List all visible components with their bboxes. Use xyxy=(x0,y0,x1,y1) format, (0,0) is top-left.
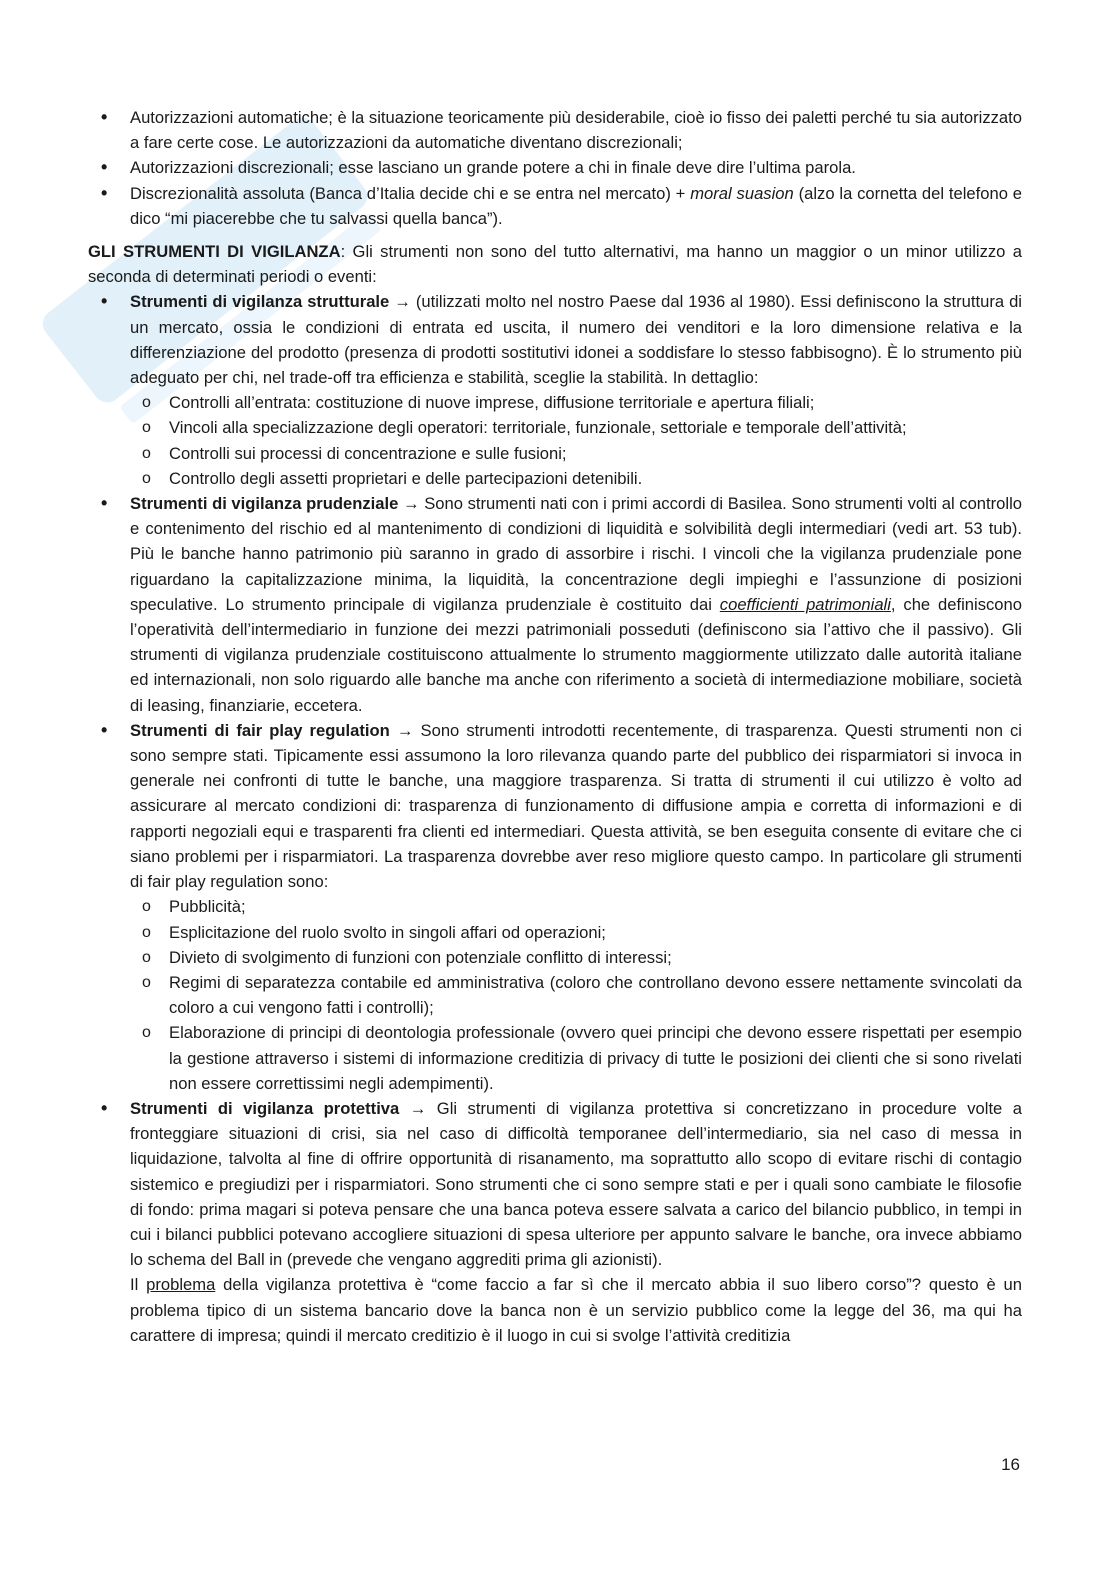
italic-term: moral suasion xyxy=(690,183,794,203)
sub-item: o Esplicitazione del ruolo svolto in singoli affari od operazioni; xyxy=(130,920,1022,945)
section-title: GLI STRUMENTI DI VIGILANZA xyxy=(88,242,341,262)
arrow-right-icon: → xyxy=(402,494,420,514)
arrow-right-icon: → xyxy=(409,1098,427,1118)
arrow-right-icon: → xyxy=(394,292,411,312)
list-item: • Autorizzazioni discrezionali; esse lasciano un grande potere a chi in finale deve dire l’ultima parola. xyxy=(88,155,1022,180)
underlined-term: problema xyxy=(146,1275,216,1295)
document-page xyxy=(88,105,1022,1348)
sub-item: o Elaborazione di principi di deontologia professionale (ovvero quei principi che devono essere rispettati per esempio la gestione attraverso i sistemi di informazione creditizia di privacy di tutte le posizioni dei clienti che si sono rivelati non essere correttissimi negli adempimenti). xyxy=(130,1020,1022,1096)
item-paragraph: Il problema della vigilanza protettiva è “come faccio a far sì che il mercato abbia il suo libero corso”? questo è un problema tipico di un sistema bancario dove la banca non è un servizio pubblico come la legge del 36, ma qui ha carattere di impresa; quindi il mercato creditizio è il luogo in cui si svolge l’attività creditizia xyxy=(130,1275,1022,1345)
sub-list xyxy=(130,894,1022,1096)
sub-item: o Controlli sui processi di concentrazione e sulle fusioni; xyxy=(130,441,1022,466)
sub-item: o Controllo degli assetti proprietari e delle partecipazioni detenibili. xyxy=(130,466,1022,491)
list-item-strutturale: • Strumenti di vigilanza strutturale → (utilizzati molto nel nostro Paese dal 1936 al 1980). Essi definiscono la struttura di un mercato, ossia le condizioni di entrata ed uscita, il numero dei venditori e la loro dimensione relativa e la differenziazione del prodotto (presenza di prodotti sostitutivi idonei a soddisfare lo stesso fabbisogno). È lo strumento più adeguato per chi, nel trade-off tra efficienza e stabilità, sceglie la stabilità. In dettaglio: o Controlli all’entrata: costituzione di nuove imprese, diffusione territoriale e apertura filiali; o Vincoli alla specializzazione degli operatori: territoriale, funzionale, settoriale e temporale dell’attività; o Controlli sui processi di concentrazione e sulle fusioni; o Controllo degli assetti proprietari e delle partecipazioni detenibili. xyxy=(88,289,1022,491)
strumenti-list xyxy=(88,289,1022,1348)
section-paragraph: GLI STRUMENTI DI VIGILANZA: Gli strumenti non sono del tutto alternativi, ma hanno un maggior o un minor utilizzo a seconda di determinati periodi o eventi: xyxy=(88,242,1022,287)
emphasized-term: coefficienti patrimoniali xyxy=(719,594,891,614)
sub-item: o Pubblicità; xyxy=(130,894,1022,919)
list-item: • Discrezionalità assoluta (Banca d’Italia decide chi e se entra nel mercato) + moral suasion (alzo la cornetta del telefono e dico “mi piacerebbe che tu salvassi quella banca”). xyxy=(88,181,1022,231)
sub-list xyxy=(130,390,1022,491)
item-title: Strumenti di fair play regulation xyxy=(130,720,390,740)
list-item-fairplay: • Strumenti di fair play regulation → Sono strumenti introdotti recentemente, di trasparenza. Questi strumenti non ci sono sempre stati. Tipicamente essi assumono la loro rilevanza quando parte del pubblico dei risparmiatori si invoca in generale nei confronti di tutte le banche, una maggiore trasparenza. Si tratta di strumenti il cui utilizzo è volto ad assicurare al mercato condizioni di: trasparenza di funzionamento di diffusione ampia e corretta di informazioni e di rapporti negoziali equi e trasparenti fra clienti ed intermediari. Questa attività, se ben eseguita consente di evitare che ci siano problemi per i risparmiatori. La trasparenza dovrebbe aver reso migliore questo campo. In particolare gli strumenti di fair play regulation sono: o Pubblicità; o Esplicitazione del ruolo svolto in singoli affari od operazioni; o Divieto di svolgimento di funzioni con potenziale conflitto di interessi; o Regimi di separatezza contabile ed amministrativa (coloro che controllano devono essere nettamente svincolati da coloro a cui vengono fatti i controlli); o Elaborazione di principi di deontologia professionale (ovvero quei principi che devono essere rispettati per esempio la gestione attraverso i sistemi di informazione creditizia di privacy di tutte le posizioni dei clienti che si sono rivelati non essere correttissimi negli adempimenti). xyxy=(88,718,1022,1096)
item-title: Strumenti di vigilanza protettiva xyxy=(130,1098,400,1118)
item-title: Strumenti di vigilanza prudenziale xyxy=(130,494,399,514)
sub-item: o Controlli all’entrata: costituzione di nuove imprese, diffusione territoriale e apertura filiali; xyxy=(130,390,1022,415)
sub-item: o Divieto di svolgimento di funzioni con potenziale conflitto di interessi; xyxy=(130,945,1022,970)
intro-list xyxy=(88,105,1022,231)
list-item-protettiva: • Strumenti di vigilanza protettiva → Gli strumenti di vigilanza protettiva si concretizzano in procedure volte a fronteggiare situazioni di crisi, sia nel caso di difficoltà temporanee dell’intermediario, sia nel caso di messa in liquidazione, talvolta al fine di offrire opportunità di risanamento, ma soprattutto allo scopo di evitare rischi di contagio sistemico e pregiudizi per i risparmiatori. Sono strumenti che ci sono sempre stati e per i quali sono cambiate le filosofie di fondo: prima magari si poteva pensare che una banca poteva essere salvata a carico del bilancio pubblico, in tempi in cui i bilanci pubblici potevano accogliere situazioni di spesa ulteriore per appunto salvare le banche, ora invece abbiamo lo schema del Ball in (prevede che vengano aggrediti prima gli azionisti). Il problema della vigilanza protettiva è “come faccio a far sì che il mercato abbia il suo libero corso”? questo è un problema tipico di un sistema bancario dove la banca non è un servizio pubblico come la legge del 36, ma qui ha carattere di impresa; quindi il mercato creditizio è il luogo in cui si svolge l’attività creditizia xyxy=(88,1096,1022,1348)
sub-item: o Regimi di separatezza contabile ed amministrativa (coloro che controllano devono essere nettamente svincolati da coloro a cui vengono fatti i controlli); xyxy=(130,970,1022,1020)
page-number: 16 xyxy=(1001,1455,1020,1474)
list-item: • Autorizzazioni automatiche; è la situazione teoricamente più desiderabile, cioè io fisso dei paletti perché tu sia autorizzato a fare certe cose. Le autorizzazioni da automatiche diventano discrezionali; xyxy=(88,105,1022,155)
arrow-right-icon: → xyxy=(396,720,414,740)
item-title: Strumenti di vigilanza strutturale xyxy=(130,292,390,312)
list-item-prudenziale: • Strumenti di vigilanza prudenziale → Sono strumenti nati con i primi accordi di Basilea. Sono strumenti volti al controllo e contenimento del rischio ed al mantenimento di condizioni di liquidità e solvibilità degli intermediari (vedi art. 53 tub). Più le banche hanno patrimonio più saranno in grado di assorbire i rischi. I vincoli che la vigilanza prudenziale pone riguardano la capitalizzazione minima, la liquidità, la concentrazione degli impieghi e l’assunzione di posizioni speculative. Lo strumento principale di vigilanza prudenziale è costituito dai coefficienti patrimoniali, che definiscono l’operatività dell’intermediario in funzione dei mezzi patrimoniali posseduti (definiscono sia l’attivo che il passivo). Gli strumenti di vigilanza prudenziale costituiscono attualmente lo strumento maggiormente utilizzato dalle autorità italiane ed internazionali, non solo riguardo alle banche ma anche con riferimento a società di intermediazione mobiliare, società di leasing, finanziarie, eccetera. xyxy=(88,491,1022,718)
sub-item: o Vincoli alla specializzazione degli operatori: territoriale, funzionale, settoriale e temporale dell’attività; xyxy=(130,415,1022,440)
